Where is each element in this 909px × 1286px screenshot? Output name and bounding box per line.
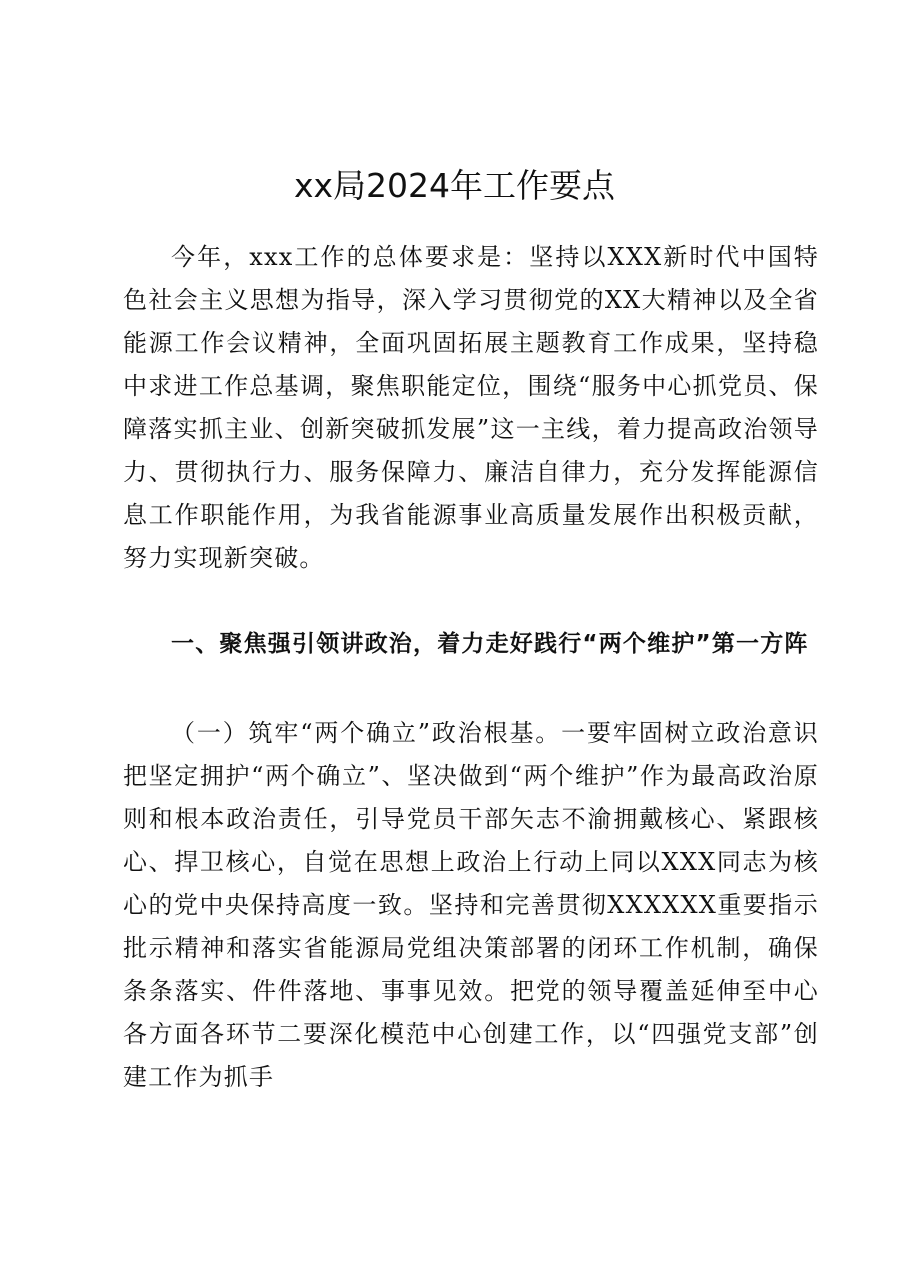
section-heading: 一、聚焦强引领讲政治，着力走好践行“两个维护”第一方阵 — [171, 631, 809, 657]
document-title: xx局2024年工作要点 — [293, 166, 616, 205]
intro-paragraph: 今年，xxx工作的总体要求是：坚持以XXX新时代中国特色社会主义思想为指导，深入学习贯彻党的XX大精神以及全省能源工作会议精神，全面巩固拓展主题教育工作成果，坚持稳中求进工作总基调，聚焦职能定位，围绕“服务中心抓党员、保障落实抓主业、创新突破抓发展”这一主线，着力提高政治领导力、贯彻执行力、服务保障力、廉洁自律力，充分发挥能源信息工作职能作用，为我省能源事业高质量发展作出积极贡献，努力实现新突破。 — [123, 243, 819, 572]
subsection-paragraph: （一）筑牢“两个确立”政治根基。一要牢固树立政治意识把坚定拥护“两个确立”、坚决做到“两个维护”作为最高政治原则和根本政治责任，引导党员干部矢志不渝拥戴核心、紧跟核心、捍卫核心，自觉在思想上政治上行动上同以XXX同志为核心的党中央保持高度一致。坚持和完善贯彻XXXXXX重要指示批示精神和落实省能源局党组决策部署的闭环工作机制，确保条条落实、件件落地、事事见效。把党的领导覆盖延伸至中心各方面各环节二要深化模范中心创建工作，以“四强党支部”创建工作为抓手 — [123, 719, 819, 1091]
